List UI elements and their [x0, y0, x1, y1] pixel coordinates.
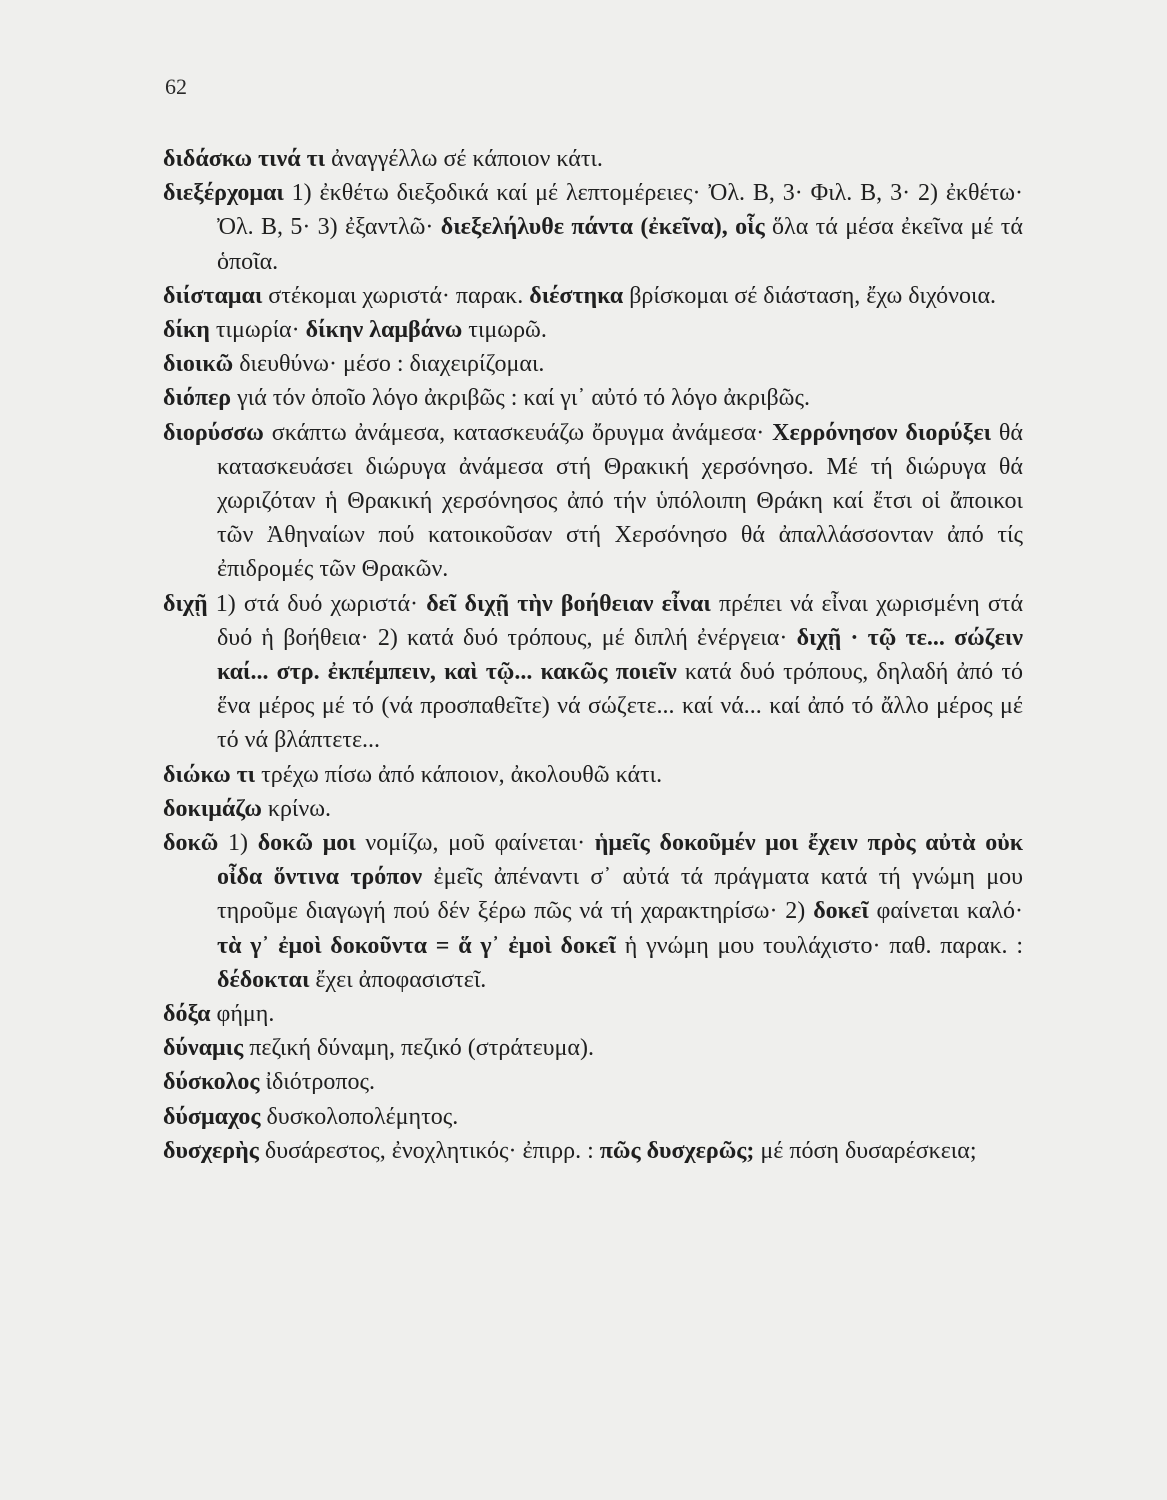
glossary-entry [163, 1031, 1023, 1065]
definition-text: στέκομαι χωριστά· παρακ. [262, 282, 530, 309]
headword: δίκη [163, 317, 210, 344]
definition-text: ἔχει ἀποφασιστεῖ. [309, 966, 487, 993]
greek-phrase: δοκεῖ [813, 898, 869, 925]
definition-text: διευθύνω· μέσο : διαχειρίζομαι. [233, 351, 545, 378]
glossary-entry [163, 313, 1023, 347]
glossary-entry [163, 587, 1023, 758]
greek-phrase: διχῇ · τῷ τε... σώζειν καί... στρ. ἐκπέμπειν, καὶ τῷ... κακῶς ποιεῖν [217, 624, 1024, 686]
definition-text: θά κατασκευάσει διώρυγα ἀνάμεσα στή Θρακική χερσόνησο. Μέ τή διώρυγα θά χωριζόταν ἡ Θρακική χερσόνησος ἀπό τήν ὑπόλοιπη Θράκη καί ἔτσι οἱ ἄποικοι τῶν Ἀθηναίων πού κατοικοῦσαν στή Χερσόνησο θά ἀπαλλάσσονταν ἀπό τίς ἐπιδρομές τῶν Θρακῶν. [217, 419, 1023, 583]
definition-text: κρίνω. [261, 795, 332, 822]
headword: δύσκολος [163, 1069, 260, 1096]
definition-text: πεζική δύναμη, πεζικό (στράτευμα). [243, 1035, 594, 1062]
definition-text: κατά δυό τρόπους, δηλαδή ἀπό τό ἕνα μέρος μέ τό (νά προσπαθεῖτε) νά σώζετε... καί νά... καί ἀπό τό ἄλλο μέρος μέ τό νά βλάπτετε... [217, 659, 1024, 754]
glossary-entry [163, 142, 1023, 176]
page-number: 62 [165, 74, 187, 99]
definition-text: βρίσκομαι σέ διάσταση, ἔχω διχόνοια. [623, 282, 997, 309]
definition-text: ὅλα τά μέσα ἐκεῖνα μέ τά ὁποῖα. [217, 214, 1024, 275]
definition-text: 1) ἐκθέτω διεξοδικά καί μέ λεπτομέρειες· Ὀλ. Β, 3· Φιλ. Β, 3· 2) ἐκθέτω· Ὀλ. Β, 5· 3) ἐξαντλῶ· [217, 180, 1023, 241]
headword: δυσχερὴς [163, 1137, 259, 1164]
greek-phrase: ἡμεῖς δοκοῦμέν μοι ἔχειν πρὸς αὐτὰ οὐκ οἶδα ὅντινα τρόπον [217, 830, 1024, 891]
headword: διορύσσω [163, 419, 264, 446]
definition-text: φήμη. [210, 1001, 275, 1028]
greek-phrase: δεῖ διχῇ τὴν βοήθειαν εἶναι [426, 590, 711, 617]
glossary-entry [163, 279, 1023, 313]
definition-text: φαίνεται καλό· [868, 898, 1023, 925]
definition-text: δυσάρεστος, ἐνοχλητικός· ἐπιρρ. : [258, 1137, 600, 1164]
definition-text: τιμωρία· [209, 317, 306, 344]
definition-text: ἀναγγέλλω σέ κάποιον κάτι. [325, 146, 603, 172]
glossary-entry [163, 416, 1023, 587]
headword: δύναμις [163, 1035, 244, 1062]
greek-phrase: διεξελήλυθε πάντα (ἐκεῖνα), οἷς [440, 214, 765, 241]
glossary-entry [163, 826, 1023, 997]
greek-phrase: τὰ γ᾽ ἐμοὶ δοκοῦντα = ἅ γ᾽ ἐμοὶ δοκεῖ [217, 932, 616, 959]
headword: δοκιμάζω [163, 795, 262, 822]
definition-text: τρέχω πίσω ἀπό κάποιον, ἀκολουθῶ κάτι. [255, 761, 663, 788]
definition-text: τιμωρῶ. [462, 317, 547, 344]
greek-phrase: διέστηκα [529, 282, 624, 309]
glossary-entry [163, 1065, 1023, 1099]
definition-text: νομίζω, μοῦ φαίνεται· [355, 830, 595, 857]
headword: διίσταμαι [163, 282, 263, 309]
definition-text: πρέπει νά εἶναι χωρισμένη στά δυό ἡ βοήθεια· 2) κατά δυό τρόπους, μέ διπλή ἐνέργεια· [217, 590, 1024, 651]
greek-phrase: δοκῶ μοι [257, 830, 356, 857]
headword: διχῇ [163, 590, 208, 617]
definition-text: δυσκολοπολέμητος. [260, 1103, 459, 1130]
definition-text: ἰδιότροπος. [259, 1069, 375, 1096]
headword: διδάσκω τινά τι [163, 146, 326, 172]
greek-phrase: δέδοκται [217, 966, 310, 993]
headword: διόπερ [163, 385, 232, 412]
glossary-entry [163, 758, 1023, 792]
definition-text: σκάπτω ἀνάμεσα, κατασκευάζω ὄρυγμα ἀνάμεσα· [263, 419, 773, 446]
glossary-entry [163, 176, 1023, 279]
glossary-entry [163, 381, 1023, 415]
headword: δόξα [163, 1001, 211, 1028]
definition-text: ἡ γνώμη μου τουλάχιστο· παθ. παρακ. : [615, 932, 1023, 959]
headword: δύσμαχος [163, 1103, 261, 1130]
definition-text: μέ πόση δυσαρέσκεια; [754, 1137, 977, 1164]
greek-phrase: δίκην λαμβάνω [305, 317, 463, 344]
glossary-entry [163, 997, 1023, 1031]
glossary-entry [163, 1100, 1023, 1134]
glossary-entries [163, 142, 1023, 1168]
glossary-entry [163, 792, 1023, 826]
headword: διώκω τι [163, 761, 256, 788]
definition-text: 1) στά δυό χωριστά· [207, 590, 427, 617]
greek-phrase: πῶς δυσχερῶς; [599, 1137, 755, 1164]
headword: διεξέρχομαι [163, 180, 284, 207]
definition-text: γιά τόν ὁποῖο λόγο ἀκριβῶς : καί γι᾽ αὐτό τό λόγο ἀκριβῶς. [231, 385, 810, 412]
glossary-entry [163, 347, 1023, 381]
headword: δοκῶ [163, 830, 219, 857]
greek-phrase: Χερρόνησον διορύξει [772, 419, 992, 446]
glossary-entry [163, 1134, 1023, 1168]
definition-text: ἐμεῖς ἀπέναντι σ᾽ αὐτά τά πράγματα κατά τή γνώμη μου τηροῦμε διαγωγή πού δέν ξέρω πῶς νά τή χαρακτηρίσω· 2) [217, 864, 1023, 925]
definition-text: 1) [218, 830, 258, 857]
headword: διοικῶ [163, 351, 234, 378]
